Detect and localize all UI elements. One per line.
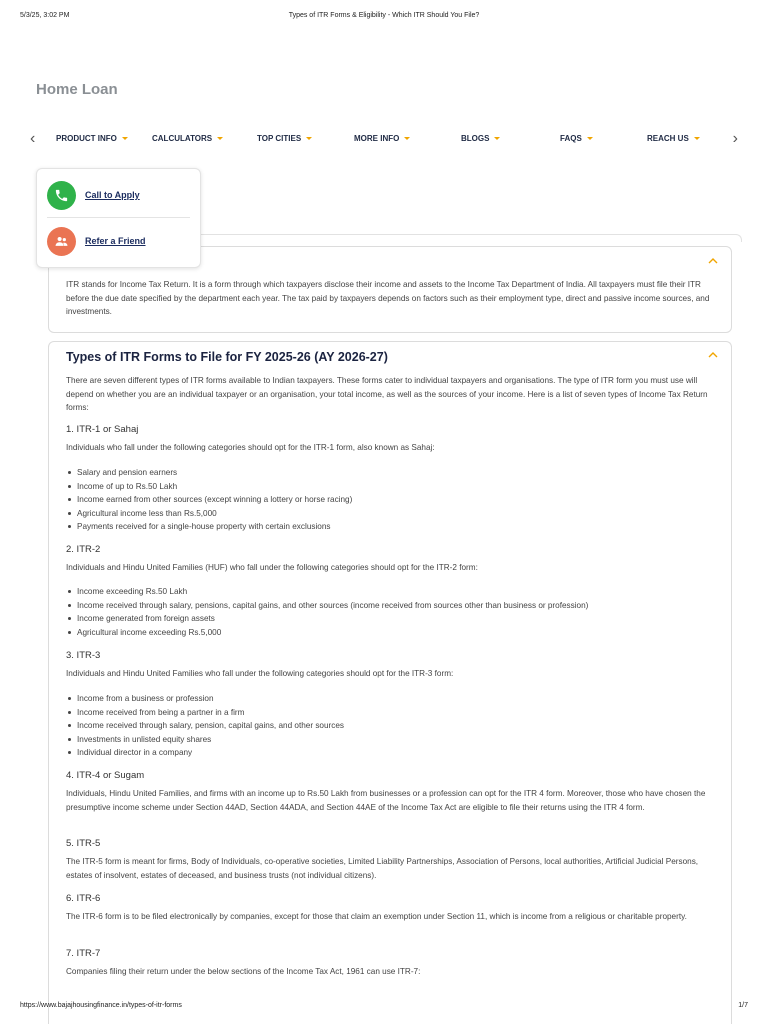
nav-item-more-info[interactable] (354, 134, 410, 143)
itr7-text: Companies filing their return under the below sections of the Income Tax Act, 1961 can use ITR-7: (66, 967, 421, 976)
itr2-text: Individuals and Hindu United Families (HUF) who fall under the following categories should opt for the ITR-2 form: (66, 563, 478, 572)
itr4-heading: 4. ITR-4 or Sugam (66, 770, 145, 781)
nav-item-reach-us[interactable] (647, 134, 700, 143)
nav-label: REACH US (647, 134, 689, 143)
print-datetime: 5/3/25, 3:02 PM (20, 12, 70, 19)
print-url: https://www.bajajhousingfinance.in/types-of-itr-forms (20, 1002, 182, 1009)
list-item: Agricultural income exceeding Rs.5,000 (66, 626, 726, 640)
chevron-left-icon[interactable]: ‹ (30, 130, 36, 147)
call-to-apply-link[interactable]: Call to Apply (85, 190, 140, 200)
print-footer (20, 1002, 748, 1012)
itr1-text: Individuals who fall under the following categories should opt for the ITR-1 form, also known as Sahaj: (66, 443, 435, 452)
caret-down-icon (306, 137, 312, 140)
nav-label: CALCULATORS (152, 134, 213, 143)
chevron-right-icon[interactable]: › (732, 130, 738, 147)
clipped-label (652, 119, 716, 123)
itr5-text: The ITR-5 form is meant for firms, Body of Individuals, co-operative societies, Limited Liability Partnerships, Association of Persons, local authorities, Artificial Judicial Persons, estates of insolvent, estates of deceased, and business trusts (not individual citizens). (66, 857, 699, 880)
itr3-text: Individuals and Hindu United Families who fall under the following categories should opt for the ITR-3 form: (66, 669, 454, 678)
container-border (200, 234, 742, 242)
itr3-heading: 3. ITR-3 (66, 650, 101, 661)
itr2-list (66, 585, 726, 639)
list-item: Income of up to Rs.50 Lakh (66, 480, 726, 494)
list-item: Agricultural income less than Rs.5,000 (66, 507, 726, 521)
chevron-up-icon[interactable] (708, 258, 718, 264)
divider (47, 217, 190, 218)
phone-icon (47, 181, 76, 210)
list-item: Income exceeding Rs.50 Lakh (66, 585, 726, 599)
nav-label: PRODUCT INFO (56, 134, 117, 143)
nav-label: BLOGS (461, 134, 490, 143)
nav-label: FAQS (560, 134, 582, 143)
list-item: Income earned from other sources (except winning a lottery or horse racing) (66, 493, 726, 507)
nav-item-calculators[interactable] (152, 134, 223, 143)
chevron-up-icon[interactable] (708, 352, 718, 358)
itr6-heading: 6. ITR-6 (66, 893, 101, 904)
section-intro: There are seven different types of ITR forms available to Indian taxpayers. These forms cater to individual taxpayers and organisations. The type of ITR form you must use will depend on whether you are an individual taxpayer or an organisation, your total income, as well as the sources of your income. Here is a list of seven types of Income Tax Return forms: (66, 376, 708, 413)
nav-item-product-info[interactable] (56, 134, 128, 143)
refer-a-friend-item[interactable] (47, 227, 192, 257)
caret-down-icon (217, 137, 223, 140)
list-item: Income received from being a partner in a firm (66, 706, 726, 720)
list-item: Income from a business or profession (66, 692, 726, 706)
caret-down-icon (494, 137, 500, 140)
itr2-heading: 2. ITR-2 (66, 544, 101, 555)
list-item: Income generated from foreign assets (66, 612, 726, 626)
caret-down-icon (587, 137, 593, 140)
people-icon (47, 227, 76, 256)
itr1-list (66, 466, 726, 534)
list-item: Salary and pension earners (66, 466, 726, 480)
itr4-text: Individuals, Hindu United Families, and firms with an income up to Rs.50 Lakh from businesses or a profession can opt for the ITR 4 form. Moreover, those who have chosen the presumptive income scheme under Section 44AD, Section 44ADA, and Section 44AE of the Income Tax Act are eligible to file their returns using the ITR 4 form. (66, 789, 706, 812)
brand-logo-text[interactable]: Home Loan (36, 81, 118, 98)
nav-label: MORE INFO (354, 134, 400, 143)
floating-action-menu (36, 168, 201, 268)
print-header (20, 12, 748, 22)
caret-down-icon (404, 137, 410, 140)
refer-a-friend-link[interactable]: Refer a Friend (85, 236, 146, 246)
caret-down-icon (122, 137, 128, 140)
section-title: Types of ITR Forms to File for FY 2025-26 (AY 2026-27) (66, 350, 388, 364)
accordion-types-of-itr (48, 341, 732, 1024)
list-item: Payments received for a single-house property with certain exclusions (66, 520, 726, 534)
itr3-list (66, 692, 726, 760)
nav-item-faqs[interactable] (560, 134, 593, 143)
itr7-heading: 7. ITR-7 (66, 948, 101, 959)
nav-item-top-cities[interactable] (257, 134, 312, 143)
list-item: Investments in unlisted equity shares (66, 733, 726, 747)
nav-label: TOP CITIES (257, 134, 302, 143)
itr1-heading: 1. ITR-1 or Sahaj (66, 424, 139, 435)
nav-item-blogs[interactable] (461, 134, 500, 143)
call-to-apply-item[interactable] (47, 181, 192, 211)
print-page-number: 1/7 (738, 1002, 748, 1009)
caret-down-icon (694, 137, 700, 140)
print-page-title: Types of ITR Forms & Eligibility - Which ITR Should You File? (288, 12, 480, 19)
list-item: Individual director in a company (66, 746, 726, 760)
list-item: Income received through salary, pensions, capital gains, and other sources (income received from sources other than business or profession) (66, 599, 726, 613)
itr6-text: The ITR-6 form is to be filed electronically by companies, except for those that claim an exemption under Section 11, which is income from a religious or charitable property. (66, 912, 687, 921)
itr5-heading: 5. ITR-5 (66, 838, 101, 849)
main-nav (26, 128, 742, 152)
itr-definition-text: ITR stands for Income Tax Return. It is a form through which taxpayers disclose their income and assets to the Income Tax Department of India. All taxpayers must file their ITR before the due date specified by the department each year. The tax paid by taxpayers depends on factors such as their employment type, direct and passive income sources, and investments. (66, 280, 710, 317)
list-item: Income received through salary, pension, capital gains, and other sources (66, 719, 726, 733)
